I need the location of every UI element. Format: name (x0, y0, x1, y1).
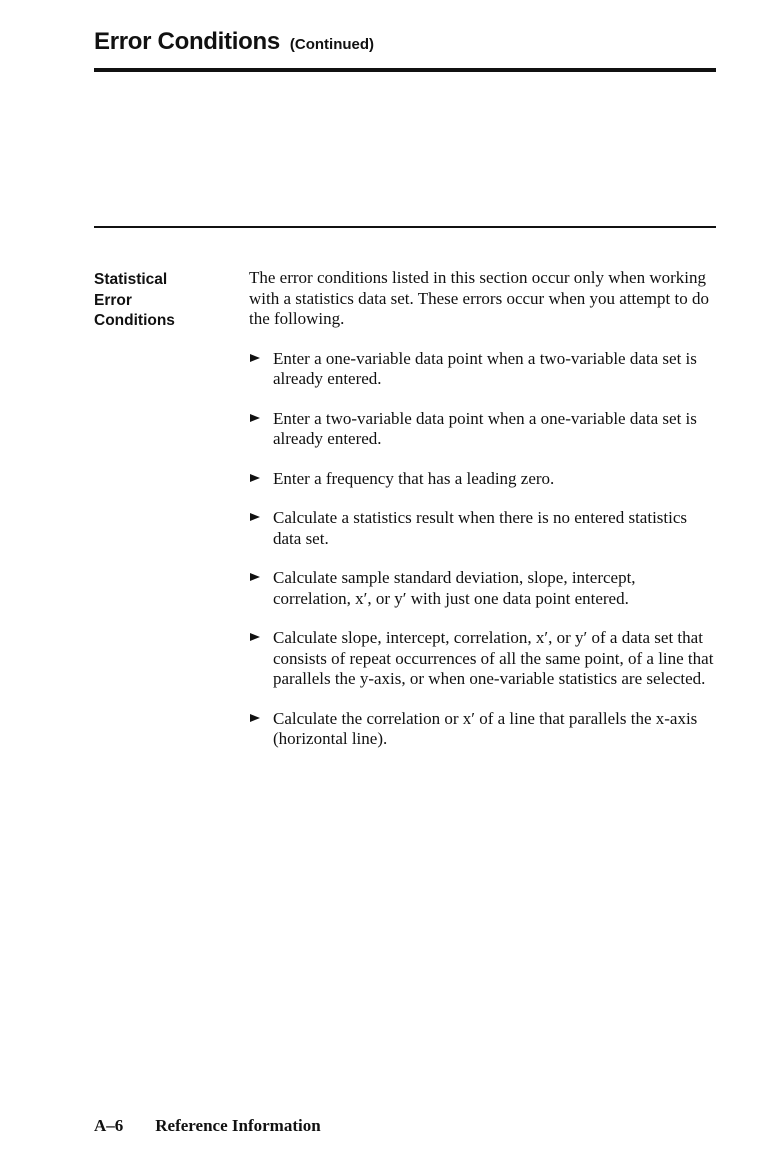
bullet-arrow-icon (250, 414, 260, 422)
bullet-arrow-icon (250, 354, 260, 362)
bullet-arrow-icon (250, 714, 260, 722)
page-subtitle: (Continued) (289, 36, 375, 53)
page-number: A–6 (94, 1116, 124, 1135)
intro-paragraph: The error conditions listed in this section occur only when working with a statistics data set. These errors occur when you attempt to do the following. (249, 268, 709, 328)
section-heading-line: Conditions (94, 312, 175, 329)
header-divider (94, 68, 716, 72)
list-item (249, 349, 717, 390)
list-item-text: Enter a two-variable data point when a one-variable data set is already entered. (273, 408, 697, 448)
section-body (249, 268, 717, 769)
page-title: Error Conditions (94, 28, 280, 55)
list-item-text: Calculate sample standard deviation, slope, intercept, correlation, x′, or y′ with just one data point entered. (273, 568, 636, 608)
list-item (249, 568, 717, 609)
bullet-arrow-icon (250, 573, 260, 581)
error-condition-list (249, 349, 717, 750)
footer-section-title: Reference Information (155, 1116, 321, 1135)
section-heading-line: Error (94, 291, 132, 309)
list-item (249, 508, 717, 549)
section-heading (94, 270, 175, 332)
list-item-text: Calculate slope, intercept, correlation, x′, or y′ of a data set that consists of repeat occurrences of all the same point, of a line that parallels the y-axis, or when one-variable statistics are selected. (273, 628, 714, 688)
list-item-text: Enter a frequency that has a leading zero. (273, 468, 555, 488)
bullet-arrow-icon (250, 633, 260, 641)
section-divider (94, 226, 716, 228)
list-item (249, 628, 717, 690)
page-header (94, 28, 374, 56)
list-item (249, 709, 717, 750)
list-item-text: Calculate a statistics result when there is no entered statistics data set. (273, 508, 688, 548)
list-item-text: Calculate the correlation or x′ of a line that parallels the x-axis (horizontal line). (273, 708, 698, 748)
list-item-text: Enter a one-variable data point when a two-variable data set is already entered. (273, 348, 697, 388)
page-footer (94, 1116, 321, 1136)
bullet-arrow-icon (250, 474, 260, 482)
list-item (249, 409, 717, 450)
bullet-arrow-icon (250, 513, 260, 521)
section-heading-line: Statistical (94, 271, 168, 288)
list-item (249, 469, 717, 490)
